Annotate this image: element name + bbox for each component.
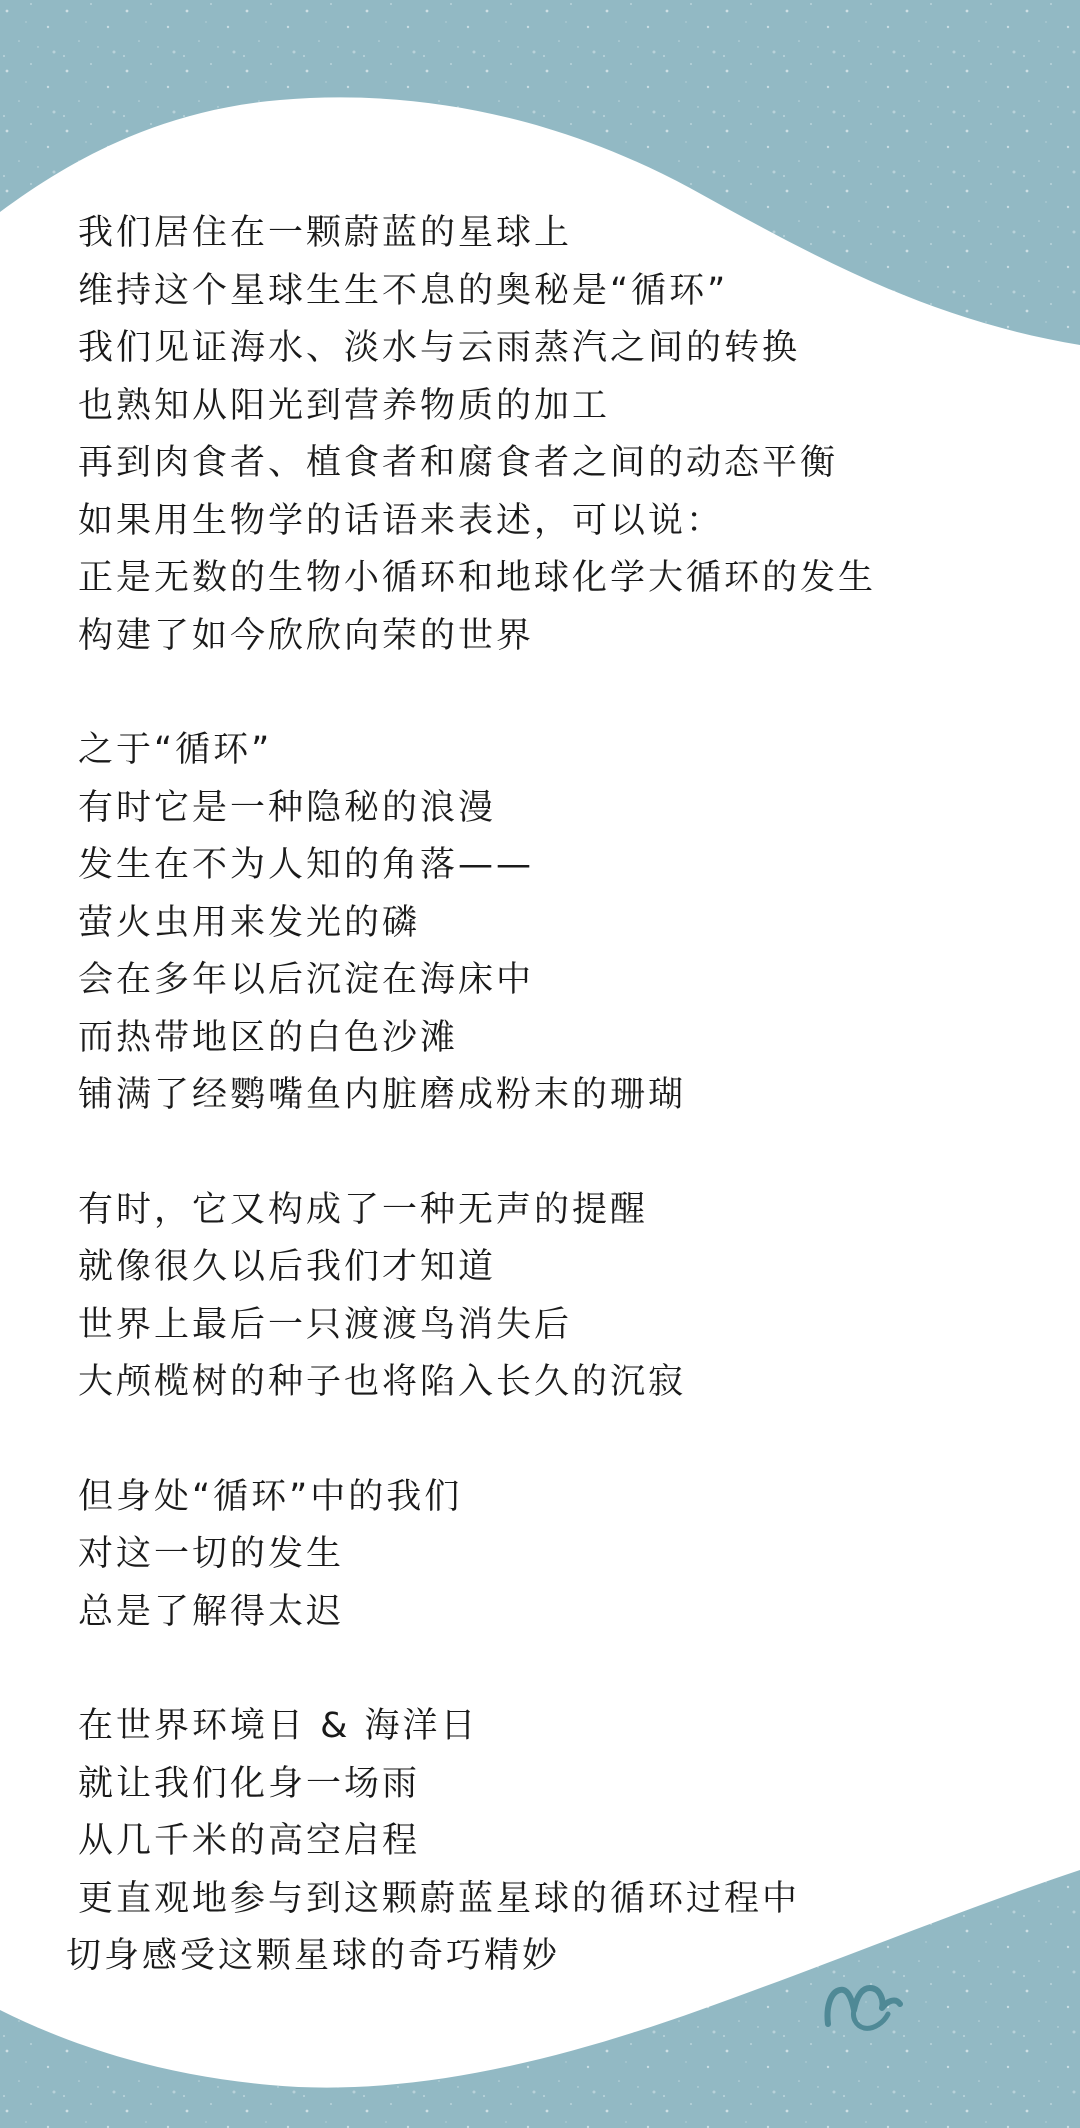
- poem-line: 有时它是一种隐秘的浪漫: [78, 787, 497, 828]
- stanza-2: [78, 722, 1038, 1125]
- poem-line: 有时，它又构成了一种无声的提醒: [78, 1189, 649, 1230]
- poem-line: 再到肉食者、植食者和腐食者之间的动态平衡: [78, 443, 839, 483]
- poem-line: 总是了解得太迟: [78, 1591, 345, 1632]
- poem-line: 就让我们化身一场雨: [78, 1763, 421, 1804]
- wave-m-logo-icon: [822, 1978, 904, 2034]
- poem-line: 发生在不为人知的角落——: [78, 845, 535, 885]
- poem-line: 更直观地参与到这颗蔚蓝星球的循环过程中: [78, 1878, 801, 1919]
- poem-line: 萤火虫用来发光的磷: [78, 902, 421, 943]
- poem-line: 切身感受这颗星球的奇巧精妙: [66, 1936, 561, 1976]
- stanza-5: [66, 1698, 1038, 1986]
- poem-line: 世界上最后一只渡渡鸟消失后: [78, 1304, 573, 1345]
- poem-line: 大颅榄树的种子也将陷入长久的沉寂: [78, 1362, 687, 1402]
- poem-line: 对这一切的发生: [78, 1534, 345, 1574]
- poem-line: 在世界环境日 & 海洋日: [78, 1706, 479, 1746]
- poem-line: 正是无数的生物小循环和地球化学大循环的发生: [78, 558, 877, 598]
- poem-line: 也熟知从阳光到营养物质的加工: [78, 385, 611, 426]
- poem-line: 我们居住在一颗蔚蓝的星球上: [78, 213, 573, 253]
- poem-line: 而热带地区的白色沙滩: [78, 1017, 459, 1058]
- poem-line: 维持这个星球生生不息的奥秘是“循环”: [78, 270, 729, 311]
- poem-line: 我们见证海水、淡水与云雨蒸汽之间的转换: [78, 328, 801, 368]
- poem-line: 构建了如今欣欣向荣的世界: [78, 615, 535, 656]
- poem-line: 从几千米的高空启程: [78, 1821, 421, 1861]
- poem-line: 会在多年以后沉淀在海床中: [78, 960, 535, 1000]
- poem-line: 铺满了经鹦嘴鱼内脏磨成粉末的珊瑚: [78, 1075, 687, 1115]
- poem-line: 但身处“循环”中的我们: [78, 1476, 463, 1517]
- poem-line: 之于“循环”: [78, 730, 273, 770]
- poem-line: 就像很久以后我们才知道: [78, 1247, 497, 1287]
- stanza-3: [78, 1182, 1038, 1412]
- poem-line: 如果用生物学的话语来表述，可以说：: [78, 500, 725, 541]
- poem-text: [66, 205, 1038, 2043]
- stanza-1: [78, 205, 1038, 665]
- stanza-4: [78, 1469, 1038, 1642]
